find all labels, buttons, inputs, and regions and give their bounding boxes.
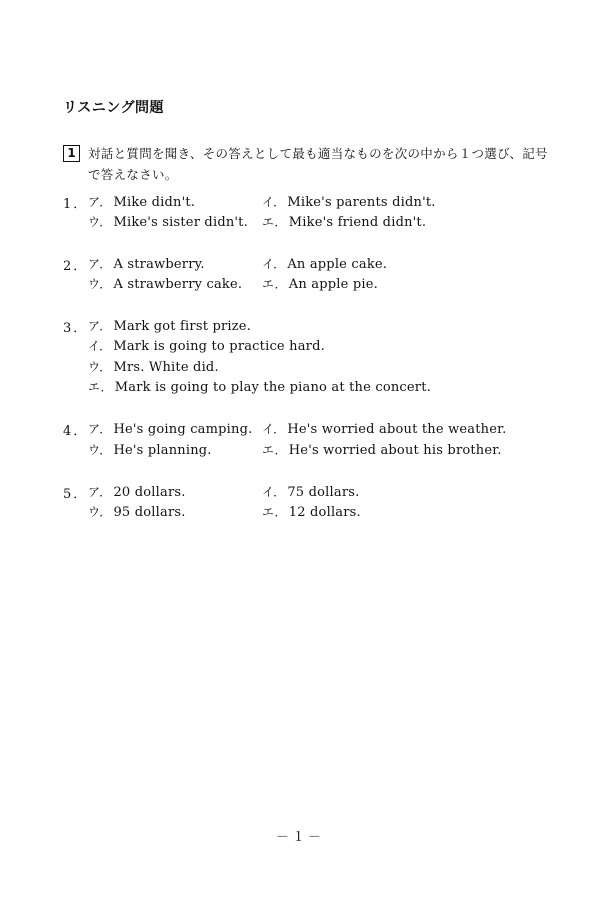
option-mark: ウ．	[88, 360, 112, 374]
option	[262, 483, 359, 500]
option-mark: エ．	[262, 215, 287, 229]
option-mark: ア．	[88, 319, 112, 333]
option-mark: イ．	[262, 195, 286, 209]
option-text: He's going camping.	[113, 422, 253, 437]
option-mark: イ．	[262, 257, 286, 271]
option	[262, 275, 378, 292]
option	[88, 441, 212, 458]
problem-number-box: 1	[63, 145, 80, 162]
option-mark: イ．	[262, 485, 286, 499]
option	[88, 503, 186, 520]
option-mark: ア．	[88, 422, 112, 436]
option-text: Mike's sister didn't.	[113, 215, 248, 230]
option-text: Mark got first prize.	[113, 319, 252, 334]
option-mark: ウ．	[88, 277, 112, 291]
option	[88, 193, 195, 210]
option-mark: イ．	[88, 339, 112, 353]
option	[88, 275, 242, 292]
option-text: Mike's parents didn't.	[287, 195, 436, 210]
option-text: 75 dollars.	[287, 485, 360, 500]
option	[262, 503, 361, 520]
option-text: Mark is going to practice hard.	[113, 339, 325, 354]
option-mark: ウ．	[88, 215, 112, 229]
option-mark: エ．	[262, 505, 287, 519]
option	[88, 358, 219, 375]
instruction-text: 対話と質問を聞き、その答えとして最も適当なものを次の中から１つ選び、記号で答えなさい。	[88, 146, 548, 182]
option	[88, 483, 186, 500]
option	[88, 317, 251, 334]
option-text: Mike didn't.	[113, 195, 196, 210]
option-text: 95 dollars.	[113, 505, 186, 520]
option	[88, 213, 248, 230]
option	[88, 378, 431, 395]
question-number: 1．	[63, 197, 89, 212]
option-text: An apple pie.	[288, 277, 378, 292]
option	[88, 420, 252, 437]
option-mark: ア．	[88, 257, 112, 271]
option-text: He's planning.	[113, 443, 212, 458]
option-mark: ウ．	[88, 505, 112, 519]
option-mark: ア．	[88, 485, 112, 499]
option	[262, 420, 506, 437]
page-number: －１－	[275, 830, 324, 845]
question-number: 2．	[63, 259, 89, 274]
option-text: An apple cake.	[287, 257, 388, 272]
option-mark: ア．	[88, 195, 112, 209]
option	[262, 193, 436, 210]
option	[262, 213, 426, 230]
option	[88, 337, 325, 354]
option-text: Mike's friend didn't.	[288, 215, 427, 230]
option	[262, 441, 502, 458]
section-title: リスニング問題	[63, 100, 164, 116]
option-text: A strawberry cake.	[113, 277, 243, 292]
option-text: Mrs. White did.	[113, 360, 219, 375]
question-number: 4．	[63, 424, 89, 439]
option-mark: ウ．	[88, 443, 112, 457]
option-mark: エ．	[262, 277, 287, 291]
question-number: 3．	[63, 321, 89, 336]
option-text: Mark is going to play the piano at the concert.	[114, 380, 431, 395]
option-mark: イ．	[262, 422, 286, 436]
option-mark: エ．	[88, 380, 113, 394]
option	[262, 255, 387, 272]
option-text: He's worried about the weather.	[287, 422, 507, 437]
option	[88, 255, 205, 272]
option-text: He's worried about his brother.	[288, 443, 502, 458]
option-mark: エ．	[262, 443, 287, 457]
option-text: 20 dollars.	[113, 485, 186, 500]
question-number: 5．	[63, 487, 89, 502]
option-text: A strawberry.	[113, 257, 205, 272]
option-text: 12 dollars.	[288, 505, 361, 520]
